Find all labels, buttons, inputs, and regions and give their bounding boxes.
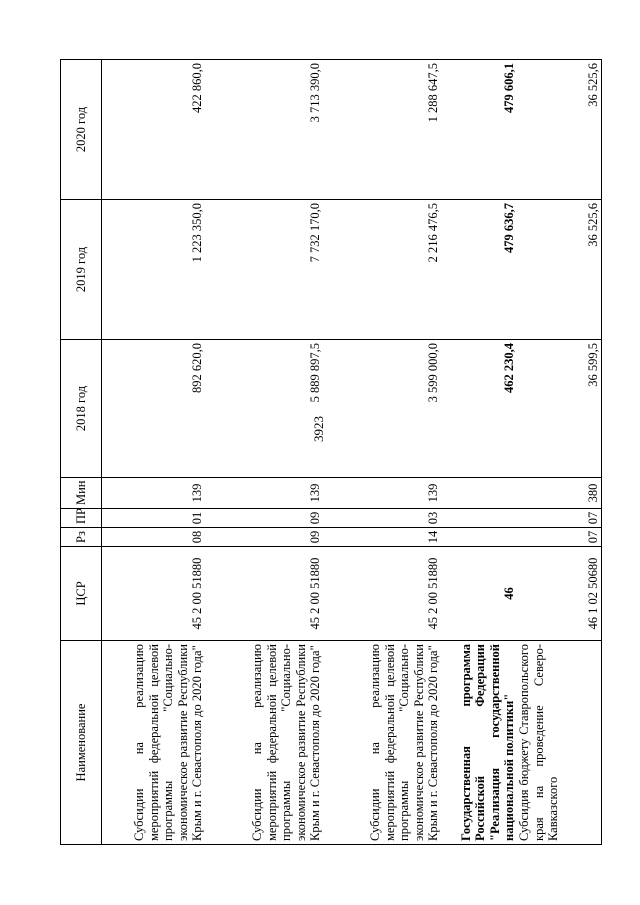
row-min: 380 [517, 478, 602, 509]
row-2018: 892 620,0 [102, 340, 206, 478]
row-min: 139 [205, 478, 323, 509]
row-2018: 5 889 897,5 [205, 340, 323, 478]
row-name: Государственная программа Российской Федерации "Реализация государственной национальной политики" [441, 641, 517, 845]
header-rz: Рз [61, 528, 102, 547]
budget-table [60, 59, 602, 845]
row-2020: 1 288 647,5 [323, 60, 441, 200]
row-2018: 462 230,4 [441, 340, 517, 478]
row-2019: 36 525,6 [517, 200, 602, 340]
row-rz: 07 [517, 528, 602, 547]
row-rz: 08 [102, 528, 206, 547]
header-min: Мин [61, 478, 102, 509]
row-rz: 14 [323, 528, 441, 547]
row-2020: 479 606,1 [441, 60, 517, 200]
row-2019: 2 216 476,5 [323, 200, 441, 340]
row-pr [441, 509, 517, 528]
row-2020: 422 860,0 [102, 60, 206, 200]
row-rz [441, 528, 517, 547]
row-2019: 1 223 350,0 [102, 200, 206, 340]
row-min [441, 478, 517, 509]
row-name: Субсидии на реализацию мероприятий федеральной целевой программы "Социально-экономическое развитие Республики Крым и г. Севастополя до 2020 года" [205, 641, 323, 845]
table-header-row [61, 60, 102, 845]
table-row-program-total [441, 60, 517, 845]
header-2020: 2020 год [61, 60, 102, 200]
row-2020: 36 525,6 [517, 60, 602, 200]
header-pr: ПР [61, 509, 102, 528]
row-csr: 45 2 00 51880 [323, 547, 441, 641]
row-pr: 01 [102, 509, 206, 528]
row-rz: 09 [205, 528, 323, 547]
row-pr: 03 [323, 509, 441, 528]
page-number: 3923 [311, 416, 326, 442]
row-2019: 479 636,7 [441, 200, 517, 340]
row-name: Субсидии на реализацию мероприятий федеральной целевой программы "Социально-экономическое развитие Республики Крым и г. Севастополя до 2020 года" [102, 641, 206, 845]
table-row [102, 60, 206, 845]
header-name: Наименование [61, 641, 102, 845]
row-name: Субсидии на реализацию мероприятий федеральной целевой программы "Социально-экономическое развитие Республики Крым и г. Севастополя до 2020 года" [323, 641, 441, 845]
row-csr: 46 [441, 547, 517, 641]
row-name: Субсидия бюджету Ставропольского края на проведение Северо-Кавказского [517, 641, 602, 845]
row-pr: 07 [517, 509, 602, 528]
table-row [205, 60, 323, 845]
row-csr: 45 2 00 51880 [205, 547, 323, 641]
header-2018: 2018 год [61, 340, 102, 478]
row-csr: 45 2 00 51880 [102, 547, 206, 641]
row-pr: 09 [205, 509, 323, 528]
rotated-table-wrapper [60, 60, 600, 845]
row-2018: 36 599,5 [517, 340, 602, 478]
row-2018: 3 599 000,0 [323, 340, 441, 478]
table-row [517, 60, 602, 845]
header-2019: 2019 год [61, 200, 102, 340]
row-csr: 46 1 02 50680 [517, 547, 602, 641]
table-row [323, 60, 441, 845]
row-min: 139 [102, 478, 206, 509]
row-2019: 7 732 170,0 [205, 200, 323, 340]
header-csr: ЦСР [61, 547, 102, 641]
row-2020: 3 713 390,0 [205, 60, 323, 200]
row-min: 139 [323, 478, 441, 509]
